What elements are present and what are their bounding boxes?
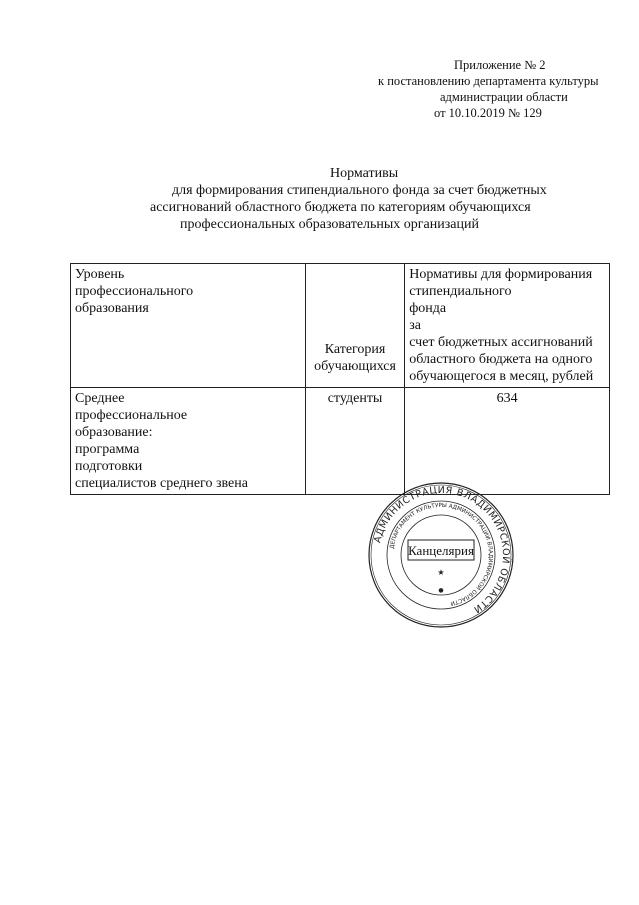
header-col1-word2: профессионального: [75, 284, 194, 299]
appendix-resolution: к постановлению департамента культуры: [378, 74, 599, 88]
seal-dot-icon: ●: [438, 587, 444, 594]
title-line-4: профессиональных образовательных организаций: [180, 217, 479, 232]
appendix-number: Приложение № 2: [454, 58, 546, 72]
title-line-2: для формирования стипендиального фонда за счет бюджетных: [172, 183, 547, 198]
level-word3: программа: [75, 442, 140, 457]
appendix-authority: администрации области: [440, 90, 568, 104]
header-col2-line2: обучающихся: [314, 359, 396, 374]
header-col3-word-c: за: [409, 318, 421, 333]
header-col3-line4: областного бюджета на одного: [409, 352, 593, 367]
level-line2: образование:: [75, 425, 153, 440]
appendix-header: [370, 57, 620, 121]
level-line4: специалистов среднего звена: [75, 476, 248, 491]
level-word1: Среднее: [75, 391, 125, 406]
title-line-3: ассигнований областного бюджета по категориям обучающихся: [150, 200, 531, 215]
official-seal: [366, 480, 516, 630]
seal-outer-text: АДМИНИСТРАЦИЯ ВЛАДИМИРСКОЙ ОБЛАСТИ: [372, 484, 512, 615]
table-header-row: [71, 264, 610, 388]
level-word4: подготовки: [75, 459, 143, 474]
level-word2: профессиональное: [75, 408, 188, 423]
cell-norm-value: 634: [405, 388, 610, 495]
header-norms: [405, 264, 610, 388]
header-col3-word-a: стипендиального: [409, 284, 512, 299]
header-col3-line3: счет бюджетных ассигнований: [409, 335, 593, 350]
header-col1-line2: образования: [75, 301, 149, 316]
norms-table: [70, 263, 610, 495]
appendix-date-number: от 10.10.2019 № 129: [434, 106, 542, 120]
header-education-level: [71, 264, 306, 388]
cell-student-category: студенты: [305, 388, 404, 495]
header-col1-word1: Уровень: [75, 267, 125, 282]
title-line-1: Нормативы: [330, 166, 399, 181]
cell-education-level: [71, 388, 306, 495]
header-col3-word-b: фонда: [409, 301, 447, 316]
header-col3-line1: Нормативы для формирования: [409, 267, 593, 282]
header-student-category: [305, 264, 404, 388]
document-title: [90, 165, 639, 233]
header-col3-line5: обучающегося в месяц, рублей: [409, 369, 594, 384]
seal-inner-text: ДЕПАРТАМЕНТ КУЛЬТУРЫ АДМИНИСТРАЦИИ ВЛАДИМИРСКОЙ ОБЛАСТИ: [389, 502, 494, 607]
table-row: [71, 388, 610, 495]
header-col2-line1: Категория: [324, 342, 386, 357]
seal-star-icon: ★: [437, 568, 445, 577]
seal-center-label: Канцелярия: [408, 543, 474, 558]
